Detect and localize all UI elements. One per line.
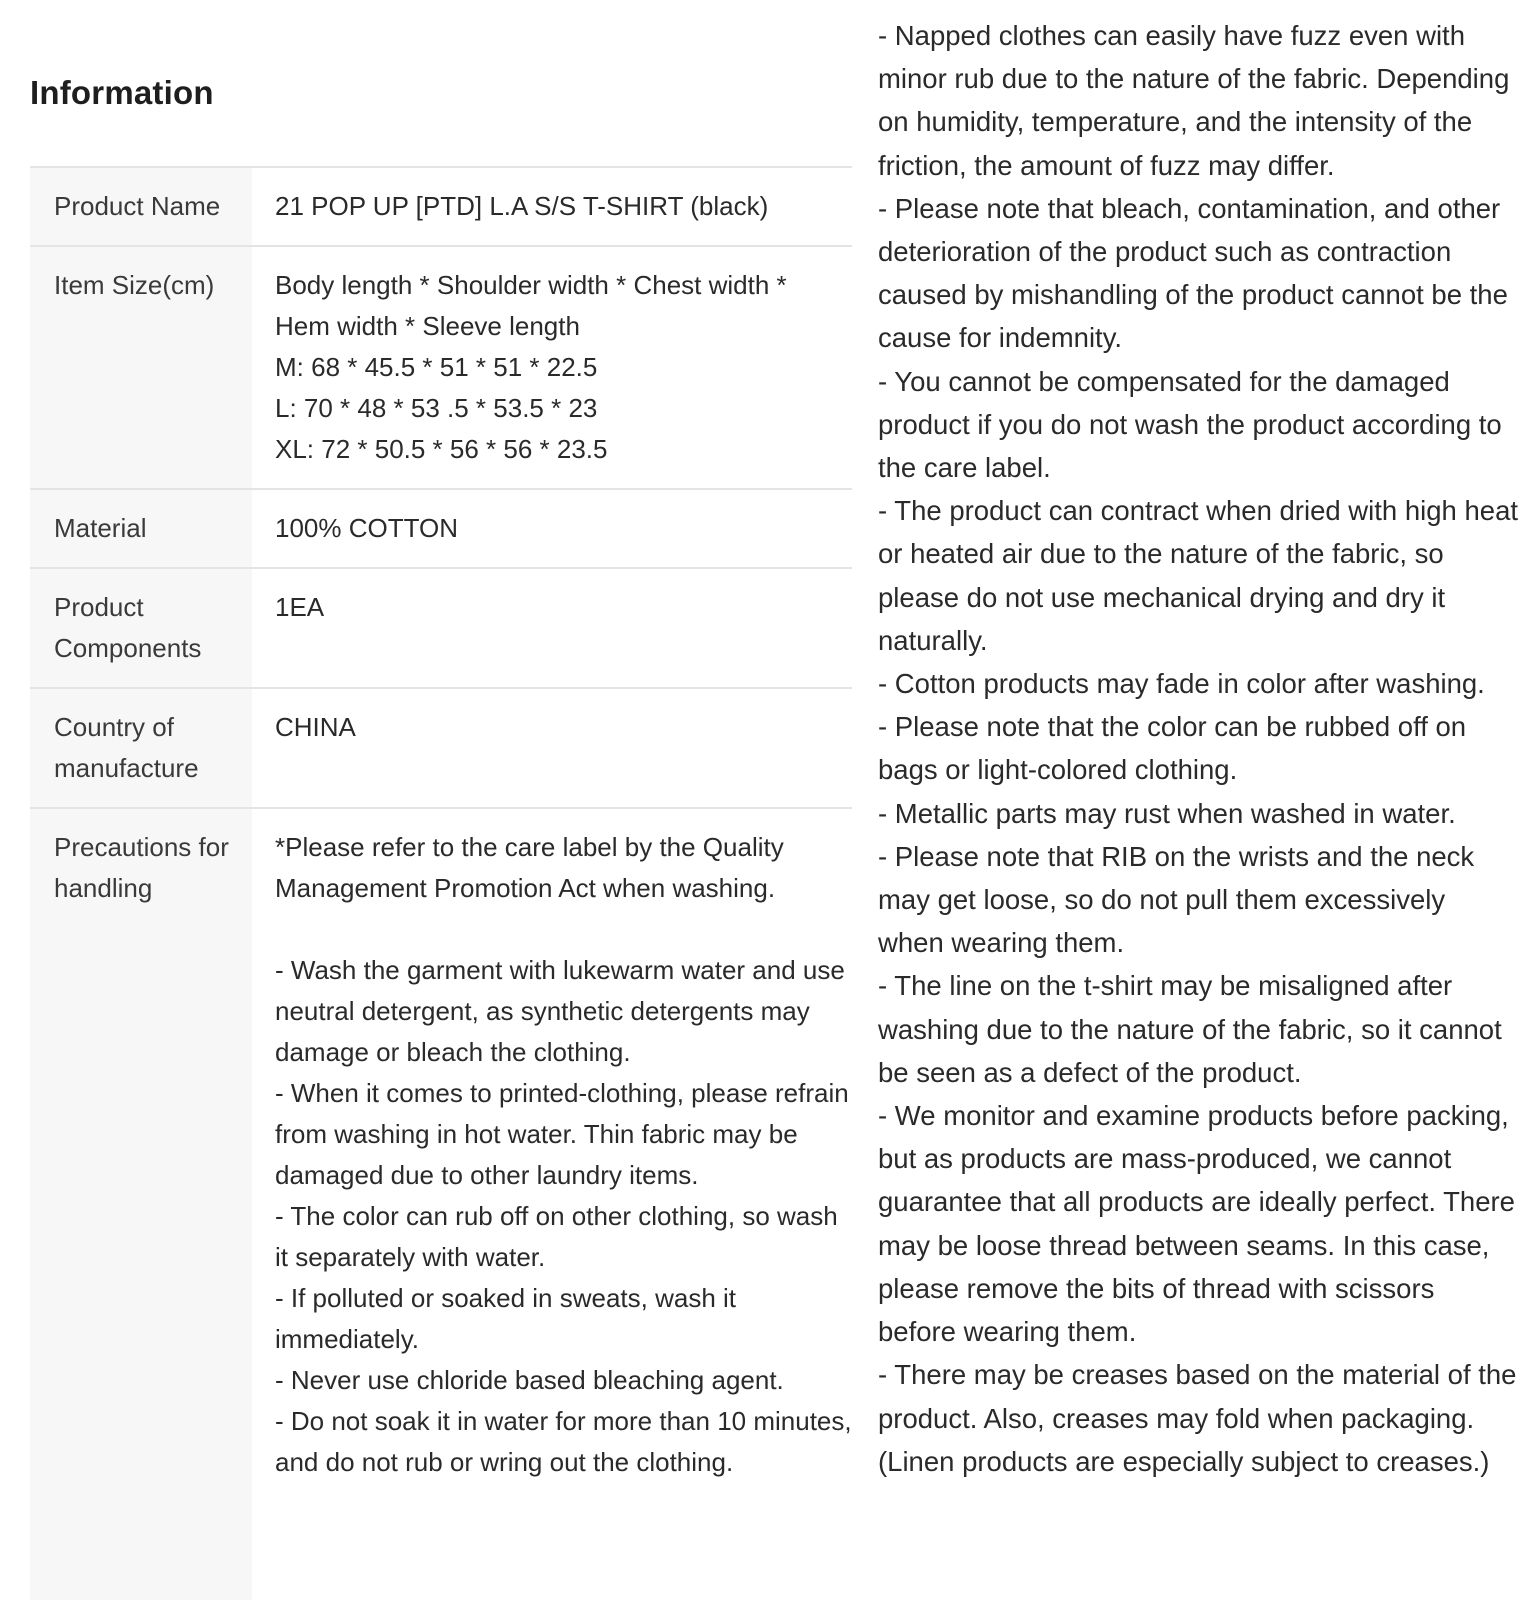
- size-xl-line: XL: 72 * 50.5 * 56 * 56 * 23.5: [275, 434, 608, 464]
- table-row: [30, 689, 852, 809]
- section-title: Information: [30, 74, 214, 111]
- table-row: [30, 168, 852, 247]
- row-label-material: Material: [30, 490, 252, 567]
- precaution-item: - Do not soak it in water for more than 10 minutes, and do not rub or wring out the clothing.: [275, 1406, 852, 1477]
- row-label-precautions: Precautions for handling: [30, 809, 252, 1600]
- table-row: [30, 247, 852, 490]
- precautions-intro: *Please refer to the care label by the Quality Management Promotion Act when washing.: [275, 832, 784, 903]
- precaution-note: - The line on the t-shirt may be misaligned after washing due to the nature of the fabric, so it cannot be seen as a defect of the product.: [878, 970, 1502, 1088]
- information-section: [30, 0, 852, 1600]
- precaution-item: - The color can rub off on other clothing, so wash it separately with water.: [275, 1201, 838, 1272]
- row-label-item-size: Item Size(cm): [30, 247, 252, 488]
- paragraph-gap: [275, 909, 852, 950]
- precaution-note: - Cotton products may fade in color after washing.: [878, 668, 1485, 700]
- row-label-product-components: Product Components: [30, 569, 252, 687]
- precaution-note: - You cannot be compensated for the damaged product if you do not wash the product according to the care label.: [878, 365, 1502, 484]
- precaution-note: - Please note that bleach, contamination, and other deterioration of the product such as contraction caused by mishandling of the product cannot be the cause for indemnity.: [878, 192, 1508, 354]
- precaution-note: - Metallic parts may rust when washed in water.: [878, 797, 1456, 829]
- information-table: [30, 166, 852, 1600]
- row-value-product-name: 21 POP UP [PTD] L.A S/S T-SHIRT (black): [275, 191, 769, 221]
- row-value-country: CHINA: [275, 712, 356, 742]
- precaution-item: - Never use chloride based bleaching agent.: [275, 1365, 784, 1395]
- precaution-note: - We monitor and examine products before packing, but as products are mass-produced, we cannot guarantee that all products are ideally perfect. There may be loose thread between seams. In this case, please remove the bits of thread with scissors before wearing them.: [878, 1100, 1515, 1348]
- precaution-item: - Wash the garment with lukewarm water and use neutral detergent, as synthetic detergents may damage or bleach the clothing.: [275, 955, 845, 1067]
- size-header-line: Hem width * Sleeve length: [275, 311, 580, 341]
- precaution-note: - Please note that RIB on the wrists and the neck may get loose, so do not pull them excessively when wearing them.: [878, 840, 1475, 959]
- table-row: [30, 569, 852, 689]
- precaution-item: - If polluted or soaked in sweats, wash it immediately.: [275, 1283, 737, 1354]
- precaution-note: - The product can contract when dried with high heat or heated air due to the nature of the fabric, so please do not use mechanical drying and dry it naturally.: [878, 495, 1519, 656]
- size-header-line: Body length * Shoulder width * Chest width *: [275, 270, 787, 300]
- size-m-line: M: 68 * 45.5 * 51 * 51 * 22.5: [275, 352, 598, 382]
- precaution-item: - When it comes to printed-clothing, please refrain from washing in hot water. Thin fabric may be damaged due to other laundry items.: [275, 1078, 849, 1190]
- size-l-line: L: 70 * 48 * 53 .5 * 53.5 * 23: [275, 393, 598, 423]
- row-label-country: Country of manufacture: [30, 689, 252, 807]
- row-label-product-name: Product Name: [30, 168, 252, 245]
- row-value-material: 100% COTTON: [275, 513, 459, 543]
- row-value-item-size: [252, 247, 852, 488]
- row-value-precautions: [252, 809, 852, 1600]
- table-row: [30, 490, 852, 569]
- row-value-product-components: 1EA: [275, 592, 325, 622]
- precaution-note: - There may be creases based on the material of the product. Also, creases may fold when packaging. (Linen products are especially subject to creases.): [878, 1359, 1517, 1477]
- precautions-continued: [878, 14, 1518, 1483]
- precaution-note: - Please note that the color can be rubbed off on bags or light-colored clothing.: [878, 711, 1467, 786]
- table-row: [30, 809, 852, 1600]
- precaution-note: - Napped clothes can easily have fuzz even with minor rub due to the nature of the fabric. Depending on humidity, temperature, and the intensity of the friction, the amount of fuzz may differ.: [878, 20, 1510, 181]
